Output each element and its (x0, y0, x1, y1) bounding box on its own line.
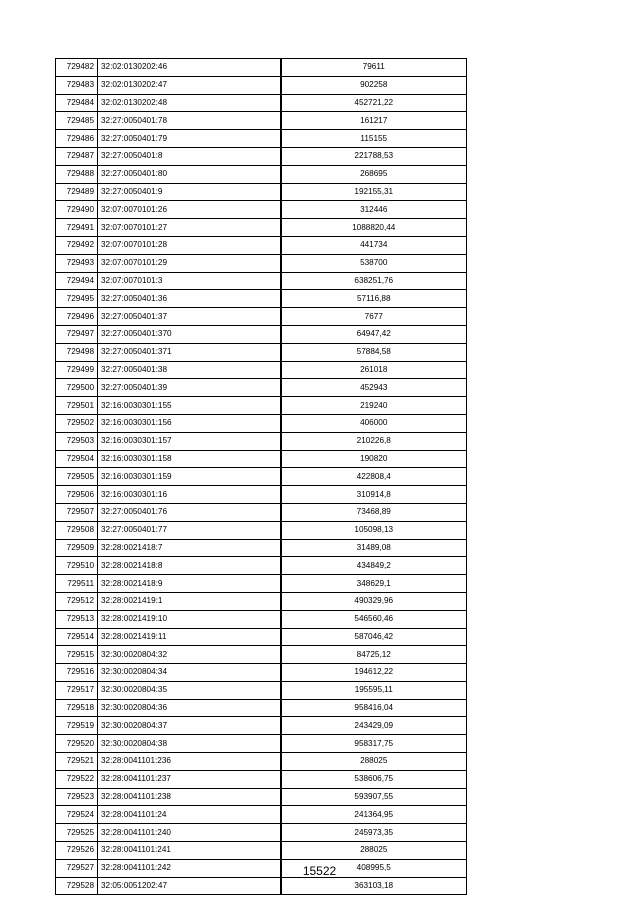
cadastral-number-cell: 32:27:0050401:9 (98, 183, 281, 201)
table-row (56, 219, 467, 237)
table-row (56, 165, 467, 183)
table-row (56, 521, 467, 539)
row-id-cell: 729506 (56, 486, 98, 504)
row-id-cell: 729521 (56, 753, 98, 771)
value-cell: 115155 (281, 130, 467, 148)
row-id-cell: 729490 (56, 201, 98, 219)
cadastral-number-cell: 32:30:0020804:34 (98, 664, 281, 682)
cadastral-value-table (55, 58, 467, 895)
row-id-cell: 729488 (56, 165, 98, 183)
row-id-cell: 729524 (56, 806, 98, 824)
table-row (56, 379, 467, 397)
value-cell: 57116,88 (281, 290, 467, 308)
row-id-cell: 729485 (56, 112, 98, 130)
cadastral-number-cell: 32:28:0021419:10 (98, 610, 281, 628)
cadastral-number-cell: 32:07:0070101:27 (98, 219, 281, 237)
table-row (56, 486, 467, 504)
table-row (56, 183, 467, 201)
value-cell: 490329,96 (281, 592, 467, 610)
value-cell: 452721,22 (281, 94, 467, 112)
value-cell: 587046,42 (281, 628, 467, 646)
table-row (56, 753, 467, 771)
table-row (56, 610, 467, 628)
value-cell: 958317,75 (281, 735, 467, 753)
table-row (56, 664, 467, 682)
row-id-cell: 729482 (56, 59, 98, 77)
value-cell: 192155,31 (281, 183, 467, 201)
row-id-cell: 729515 (56, 646, 98, 664)
value-cell: 73468,89 (281, 503, 467, 521)
cadastral-number-cell: 32:16:0030301:158 (98, 450, 281, 468)
cadastral-number-cell: 32:16:0030301:156 (98, 414, 281, 432)
cadastral-number-cell: 32:27:0050401:370 (98, 325, 281, 343)
row-id-cell: 729486 (56, 130, 98, 148)
cadastral-number-cell: 32:27:0050401:37 (98, 308, 281, 326)
table-row (56, 432, 467, 450)
row-id-cell: 729501 (56, 397, 98, 415)
table-row (56, 76, 467, 94)
cadastral-number-cell: 32:28:0041101:240 (98, 824, 281, 842)
table-row (56, 539, 467, 557)
cadastral-number-cell: 32:16:0030301:157 (98, 432, 281, 450)
row-id-cell: 729525 (56, 824, 98, 842)
table-row (56, 272, 467, 290)
cadastral-number-cell: 32:07:0070101:3 (98, 272, 281, 290)
table-row (56, 94, 467, 112)
cadastral-number-cell: 32:05:0051202:47 (98, 877, 281, 895)
table-row (56, 770, 467, 788)
table-row (56, 201, 467, 219)
row-id-cell: 729499 (56, 361, 98, 379)
value-cell: 1088820,44 (281, 219, 467, 237)
value-cell: 241364,95 (281, 806, 467, 824)
table-body (56, 59, 467, 895)
value-cell: 593907,55 (281, 788, 467, 806)
row-id-cell: 729498 (56, 343, 98, 361)
table-row (56, 877, 467, 895)
value-cell: 422808,4 (281, 468, 467, 486)
value-cell: 348629,1 (281, 575, 467, 593)
value-cell: 57884,58 (281, 343, 467, 361)
table-row (56, 557, 467, 575)
table-row (56, 503, 467, 521)
cadastral-number-cell: 32:28:0021418:7 (98, 539, 281, 557)
cadastral-number-cell: 32:07:0070101:28 (98, 236, 281, 254)
row-id-cell: 729509 (56, 539, 98, 557)
table-row (56, 112, 467, 130)
row-id-cell: 729511 (56, 575, 98, 593)
row-id-cell: 729520 (56, 735, 98, 753)
cadastral-number-cell: 32:28:0021418:9 (98, 575, 281, 593)
row-id-cell: 729503 (56, 432, 98, 450)
row-id-cell: 729523 (56, 788, 98, 806)
value-cell: 310914,8 (281, 486, 467, 504)
value-cell: 190820 (281, 450, 467, 468)
table-row (56, 735, 467, 753)
cadastral-number-cell: 32:28:0041101:24 (98, 806, 281, 824)
cadastral-number-cell: 32:27:0050401:371 (98, 343, 281, 361)
cadastral-number-cell: 32:28:0041101:236 (98, 753, 281, 771)
value-cell: 84725,12 (281, 646, 467, 664)
table-row (56, 717, 467, 735)
document-sheet (55, 58, 466, 895)
row-id-cell: 729527 (56, 859, 98, 877)
value-cell: 538700 (281, 254, 467, 272)
row-id-cell: 729483 (56, 76, 98, 94)
table-row (56, 575, 467, 593)
row-id-cell: 729497 (56, 325, 98, 343)
value-cell: 441734 (281, 236, 467, 254)
value-cell: 434849,2 (281, 557, 467, 575)
table-row (56, 842, 467, 860)
value-cell: 452943 (281, 379, 467, 397)
cadastral-number-cell: 32:16:0030301:159 (98, 468, 281, 486)
row-id-cell: 729493 (56, 254, 98, 272)
value-cell: 243429,09 (281, 717, 467, 735)
table-row (56, 450, 467, 468)
table-row (56, 592, 467, 610)
value-cell: 221788,53 (281, 147, 467, 165)
cadastral-number-cell: 32:28:0041101:238 (98, 788, 281, 806)
table-row (56, 290, 467, 308)
table-row (56, 628, 467, 646)
cadastral-number-cell: 32:30:0020804:32 (98, 646, 281, 664)
cadastral-number-cell: 32:28:0041101:241 (98, 842, 281, 860)
table-row (56, 343, 467, 361)
value-cell: 312446 (281, 201, 467, 219)
table-row (56, 236, 467, 254)
cadastral-number-cell: 32:27:0050401:8 (98, 147, 281, 165)
cadastral-number-cell: 32:02:0130202:46 (98, 59, 281, 77)
value-cell: 219240 (281, 397, 467, 415)
value-cell: 546560,46 (281, 610, 467, 628)
table-row (56, 468, 467, 486)
row-id-cell: 729526 (56, 842, 98, 860)
cadastral-number-cell: 32:02:0130202:48 (98, 94, 281, 112)
value-cell: 161217 (281, 112, 467, 130)
table-row (56, 130, 467, 148)
row-id-cell: 729495 (56, 290, 98, 308)
row-id-cell: 729505 (56, 468, 98, 486)
table-row (56, 254, 467, 272)
table-row (56, 646, 467, 664)
row-id-cell: 729491 (56, 219, 98, 237)
table-row (56, 397, 467, 415)
cadastral-number-cell: 32:27:0050401:39 (98, 379, 281, 397)
cadastral-number-cell: 32:30:0020804:35 (98, 681, 281, 699)
cadastral-number-cell: 32:27:0050401:79 (98, 130, 281, 148)
cadastral-number-cell: 32:27:0050401:76 (98, 503, 281, 521)
value-cell: 194612,22 (281, 664, 467, 682)
row-id-cell: 729510 (56, 557, 98, 575)
value-cell: 245973,35 (281, 824, 467, 842)
cadastral-number-cell: 32:27:0050401:78 (98, 112, 281, 130)
value-cell: 288025 (281, 753, 467, 771)
table-row (56, 788, 467, 806)
cadastral-number-cell: 32:02:0130202:47 (98, 76, 281, 94)
cadastral-number-cell: 32:27:0050401:77 (98, 521, 281, 539)
row-id-cell: 729500 (56, 379, 98, 397)
value-cell: 105098,13 (281, 521, 467, 539)
row-id-cell: 729496 (56, 308, 98, 326)
cadastral-number-cell: 32:30:0020804:37 (98, 717, 281, 735)
row-id-cell: 729507 (56, 503, 98, 521)
row-id-cell: 729508 (56, 521, 98, 539)
cadastral-number-cell: 32:27:0050401:80 (98, 165, 281, 183)
value-cell: 538606,75 (281, 770, 467, 788)
value-cell: 268695 (281, 165, 467, 183)
value-cell: 31489,08 (281, 539, 467, 557)
cadastral-number-cell: 32:16:0030301:155 (98, 397, 281, 415)
row-id-cell: 729513 (56, 610, 98, 628)
value-cell: 406000 (281, 414, 467, 432)
row-id-cell: 729518 (56, 699, 98, 717)
cadastral-number-cell: 32:07:0070101:29 (98, 254, 281, 272)
value-cell: 64947,42 (281, 325, 467, 343)
table-row (56, 361, 467, 379)
row-id-cell: 729489 (56, 183, 98, 201)
table-row (56, 806, 467, 824)
value-cell: 195595,11 (281, 681, 467, 699)
cadastral-number-cell: 32:30:0020804:36 (98, 699, 281, 717)
value-cell: 210226,8 (281, 432, 467, 450)
cadastral-number-cell: 32:28:0021419:1 (98, 592, 281, 610)
value-cell: 288025 (281, 842, 467, 860)
table-row (56, 59, 467, 77)
row-id-cell: 729487 (56, 147, 98, 165)
table-row (56, 699, 467, 717)
row-id-cell: 729522 (56, 770, 98, 788)
row-id-cell: 729502 (56, 414, 98, 432)
value-cell: 902258 (281, 76, 467, 94)
row-id-cell: 729492 (56, 236, 98, 254)
cadastral-number-cell: 32:30:0020804:38 (98, 735, 281, 753)
value-cell: 363103,18 (281, 877, 467, 895)
row-id-cell: 729528 (56, 877, 98, 895)
cadastral-number-cell: 32:16:0030301:16 (98, 486, 281, 504)
page-number: 15522 (302, 864, 337, 878)
row-id-cell: 729494 (56, 272, 98, 290)
row-id-cell: 729512 (56, 592, 98, 610)
table-row (56, 325, 467, 343)
row-id-cell: 729484 (56, 94, 98, 112)
table-row (56, 414, 467, 432)
value-cell: 7677 (281, 308, 467, 326)
row-id-cell: 729514 (56, 628, 98, 646)
value-cell: 79611 (281, 59, 467, 77)
cadastral-number-cell: 32:28:0041101:237 (98, 770, 281, 788)
row-id-cell: 729504 (56, 450, 98, 468)
value-cell: 408995,5 (281, 859, 467, 877)
row-id-cell: 729517 (56, 681, 98, 699)
cadastral-number-cell: 32:27:0050401:38 (98, 361, 281, 379)
value-cell: 638251,76 (281, 272, 467, 290)
table-row (56, 681, 467, 699)
cadastral-number-cell: 32:28:0041101:242 (98, 859, 281, 877)
value-cell: 261018 (281, 361, 467, 379)
cadastral-number-cell: 32:28:0021419:11 (98, 628, 281, 646)
value-cell: 958416,04 (281, 699, 467, 717)
row-id-cell: 729516 (56, 664, 98, 682)
cadastral-number-cell: 32:27:0050401:36 (98, 290, 281, 308)
row-id-cell: 729519 (56, 717, 98, 735)
table-row (56, 308, 467, 326)
table-row (56, 824, 467, 842)
table-row (56, 147, 467, 165)
cadastral-number-cell: 32:07:0070101:26 (98, 201, 281, 219)
cadastral-number-cell: 32:28:0021418:8 (98, 557, 281, 575)
